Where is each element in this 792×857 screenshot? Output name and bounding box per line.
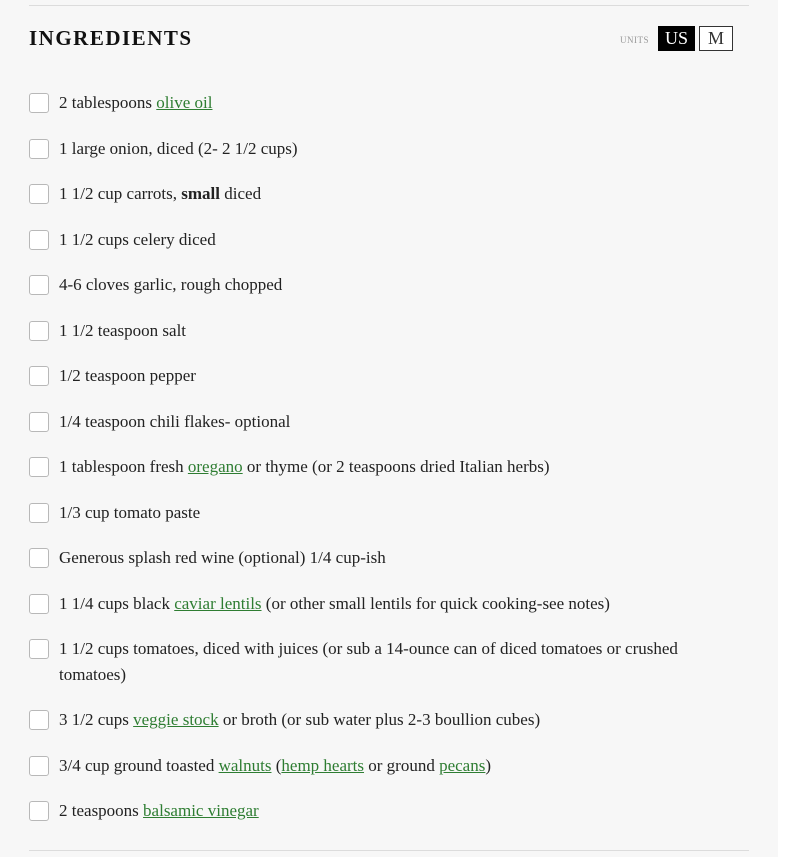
- ingredient-text: 2 tablespoons olive oil: [59, 93, 213, 112]
- ingredient-checkbox[interactable]: [29, 412, 49, 432]
- ingredient-list: [29, 90, 749, 844]
- top-divider: [29, 5, 749, 6]
- ingredient-item: [29, 454, 749, 480]
- ingredient-link-walnuts[interactable]: walnuts: [218, 755, 272, 775]
- ingredient-text: 1/4 teaspoon chili flakes- optional: [59, 411, 291, 431]
- ingredient-checkbox[interactable]: [29, 548, 49, 568]
- ingredient-item: [29, 181, 749, 207]
- ingredient-item: [29, 136, 749, 162]
- ingredient-item: [29, 90, 749, 116]
- ingredient-link-caviar-lentils[interactable]: caviar lentils: [174, 593, 262, 613]
- unit-us-button[interactable]: US: [658, 26, 695, 51]
- ingredient-link-oregano[interactable]: oregano: [187, 457, 243, 476]
- ingredient-link-balsamic-vinegar[interactable]: balsamic vinegar: [143, 801, 259, 820]
- ingredient-checkbox[interactable]: [29, 503, 49, 523]
- ingredient-link-hemp-hearts[interactable]: hemp hearts: [281, 755, 365, 775]
- units-toggle: [620, 26, 733, 51]
- ingredient-checkbox[interactable]: [29, 801, 49, 821]
- ingredient-checkbox[interactable]: [29, 457, 49, 477]
- ingredient-item: [29, 753, 749, 779]
- ingredient-item: [29, 272, 749, 298]
- ingredient-text: 1 1/2 teaspoon salt: [59, 320, 187, 340]
- ingredient-item: [29, 363, 749, 389]
- ingredient-text: 1 large onion, diced (2- 2 1/2 cups): [59, 138, 298, 158]
- ingredient-text: 2 teaspoons balsamic vinegar: [59, 801, 259, 820]
- ingredient-text: 1 1/2 cup carrots, small diced: [59, 184, 262, 203]
- ingredient-item: [29, 500, 749, 526]
- ingredient-text: 1 1/4 cups black caviar lentils (or other small lentils for quick cooking-see notes): [59, 593, 610, 613]
- ingredient-checkbox[interactable]: [29, 366, 49, 386]
- ingredient-item: [29, 636, 749, 688]
- ingredient-link-olive-oil[interactable]: olive oil: [156, 93, 213, 112]
- ingredient-text: 4-6 cloves garlic, rough chopped: [59, 275, 283, 294]
- ingredient-checkbox[interactable]: [29, 275, 49, 295]
- ingredient-text: 1/3 cup tomato paste: [59, 502, 201, 522]
- ingredient-checkbox[interactable]: [29, 710, 49, 730]
- ingredient-item: [29, 409, 749, 435]
- ingredient-text: 1 1/2 cups tomatoes, diced with juices (or sub a 14-ounce can of diced tomatoes or crushed tomatoes): [59, 639, 678, 684]
- ingredients-heading: INGREDIENTS: [29, 26, 193, 50]
- ingredient-text: 1/2 teaspoon pepper: [59, 366, 196, 385]
- ingredient-link-pecans[interactable]: pecans: [439, 755, 486, 775]
- ingredient-checkbox[interactable]: [29, 321, 49, 341]
- ingredient-text: 3 1/2 cups veggie stock or broth (or sub water plus 2-3 boullion cubes): [59, 710, 541, 729]
- ingredient-checkbox[interactable]: [29, 93, 49, 113]
- ingredient-text: 3/4 cup ground toasted walnuts (hemp hearts or ground pecans): [59, 755, 492, 775]
- units-label: UNITS: [620, 35, 649, 45]
- ingredient-checkbox[interactable]: [29, 139, 49, 159]
- ingredient-checkbox[interactable]: [29, 230, 49, 250]
- ingredient-item: [29, 798, 749, 824]
- ingredient-text: Generous splash red wine (optional) 1/4 cup-ish: [59, 548, 386, 567]
- ingredient-item: [29, 318, 749, 344]
- ingredient-checkbox[interactable]: [29, 756, 49, 776]
- ingredient-item: [29, 545, 749, 571]
- ingredient-link-veggie-stock[interactable]: veggie stock: [133, 710, 219, 729]
- ingredient-text: 1 tablespoon fresh oregano or thyme (or 2 teaspoons dried Italian herbs): [59, 457, 550, 476]
- bottom-divider: [29, 850, 749, 851]
- unit-metric-button[interactable]: M: [699, 26, 733, 51]
- ingredient-checkbox[interactable]: [29, 184, 49, 204]
- ingredient-item: [29, 707, 749, 733]
- ingredient-checkbox[interactable]: [29, 639, 49, 659]
- ingredient-text: 1 1/2 cups celery diced: [59, 229, 216, 249]
- ingredient-item: [29, 591, 749, 617]
- ingredient-item: [29, 227, 749, 253]
- ingredient-checkbox[interactable]: [29, 594, 49, 614]
